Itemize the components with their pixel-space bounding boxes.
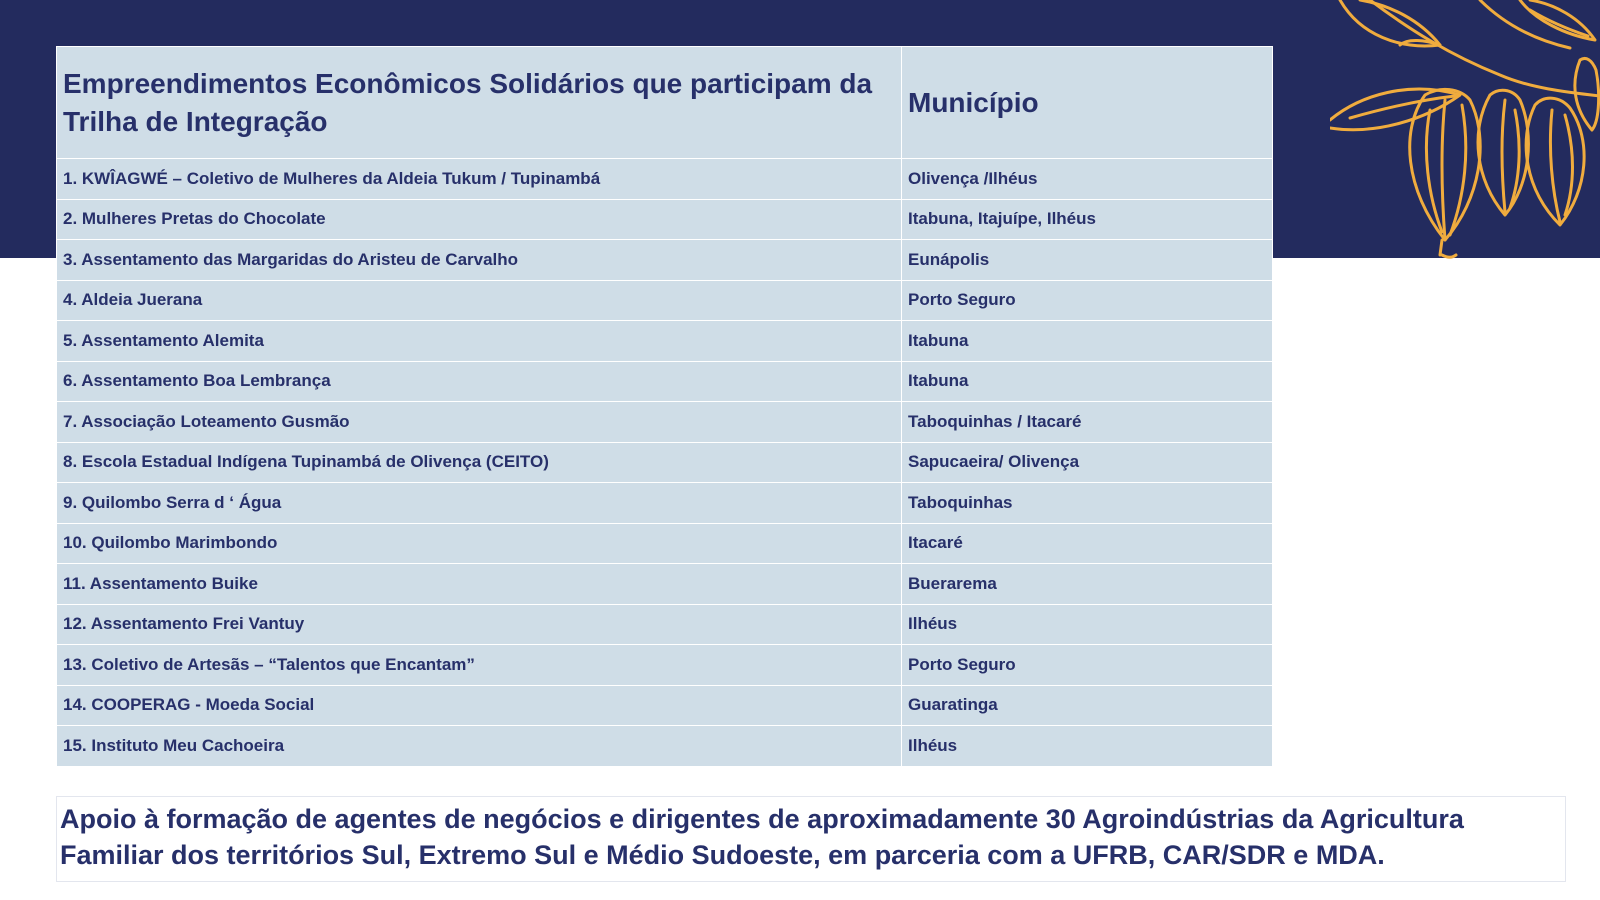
table-row [57, 442, 1273, 483]
header-enterprises: Empreendimentos Econômicos Solidários que participam da Trilha de Integração [57, 47, 902, 159]
support-note: Apoio à formação de agentes de negócios e dirigentes de aproximadamente 30 Agroindústrias da Agricultura Familiar dos territórios Sul, Extremo Sul e Médio Sudoeste, em parceria com a UFRB, CAR/SDR e MDA. [56, 796, 1566, 882]
enterprise-cell: 8. Escola Estadual Indígena Tupinambá de Olivença (CEITO) [57, 442, 902, 483]
municipality-cell: Taboquinhas / Itacaré [902, 402, 1273, 443]
municipality-cell: Guaratinga [902, 685, 1273, 726]
municipality-cell: Ilhéus [902, 604, 1273, 645]
table-row [57, 159, 1273, 200]
municipality-cell: Buerarema [902, 564, 1273, 605]
table-row [57, 280, 1273, 321]
municipality-cell: Ilhéus [902, 726, 1273, 767]
municipality-cell: Porto Seguro [902, 280, 1273, 321]
table-row [57, 199, 1273, 240]
enterprise-cell: 2. Mulheres Pretas do Chocolate [57, 199, 902, 240]
table-header-row [57, 47, 1273, 159]
municipality-cell: Porto Seguro [902, 645, 1273, 686]
cacao-pods-illustration [1330, 0, 1600, 262]
enterprises-table-container [56, 46, 1272, 767]
table-row [57, 564, 1273, 605]
municipality-cell: Taboquinhas [902, 483, 1273, 524]
enterprise-cell: 14. COOPERAG - Moeda Social [57, 685, 902, 726]
enterprise-cell: 1. KWÎAGWÉ – Coletivo de Mulheres da Aldeia Tukum / Tupinambá [57, 159, 902, 200]
municipality-cell: Itabuna [902, 361, 1273, 402]
enterprise-cell: 11. Assentamento Buike [57, 564, 902, 605]
table-row [57, 361, 1273, 402]
municipality-cell: Itabuna, Itajuípe, Ilhéus [902, 199, 1273, 240]
municipality-cell: Itacaré [902, 523, 1273, 564]
enterprise-cell: 15. Instituto Meu Cachoeira [57, 726, 902, 767]
table-row [57, 726, 1273, 767]
enterprise-cell: 6. Assentamento Boa Lembrança [57, 361, 902, 402]
municipality-cell: Eunápolis [902, 240, 1273, 281]
table-row [57, 240, 1273, 281]
header-municipality: Município [902, 47, 1273, 159]
municipality-cell: Itabuna [902, 321, 1273, 362]
table-row [57, 402, 1273, 443]
table-row [57, 685, 1273, 726]
enterprise-cell: 12. Assentamento Frei Vantuy [57, 604, 902, 645]
municipality-cell: Sapucaeira/ Olivença [902, 442, 1273, 483]
enterprise-cell: 9. Quilombo Serra d ‘ Água [57, 483, 902, 524]
enterprise-cell: 5. Assentamento Alemita [57, 321, 902, 362]
enterprises-table [56, 46, 1273, 767]
enterprise-cell: 13. Coletivo de Artesãs – “Talentos que Encantam” [57, 645, 902, 686]
table-row [57, 523, 1273, 564]
municipality-cell: Olivença /Ilhéus [902, 159, 1273, 200]
enterprise-cell: 4. Aldeia Juerana [57, 280, 902, 321]
enterprise-cell: 3. Assentamento das Margaridas do Aristeu de Carvalho [57, 240, 902, 281]
table-row [57, 645, 1273, 686]
enterprise-cell: 10. Quilombo Marimbondo [57, 523, 902, 564]
table-row [57, 604, 1273, 645]
enterprise-cell: 7. Associação Loteamento Gusmão [57, 402, 902, 443]
table-row [57, 483, 1273, 524]
table-row [57, 321, 1273, 362]
